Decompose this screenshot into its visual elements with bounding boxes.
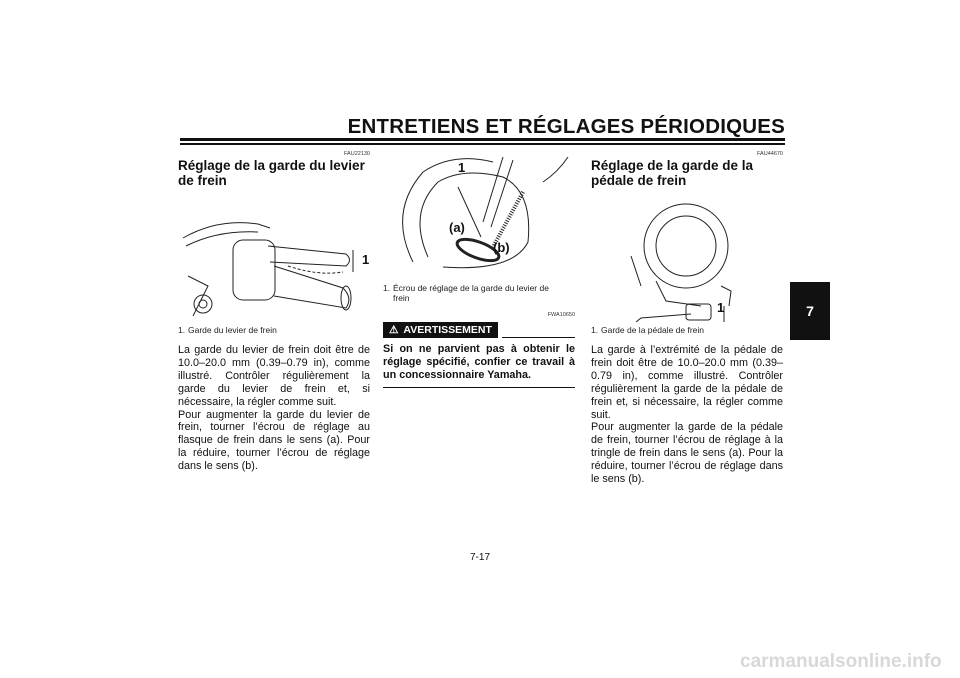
section-code: FAU22130	[344, 151, 370, 157]
body-paragraph: Pour augmenter la garde du levier de frein, tourner l’écrou de réglage au flasque de frein dans le sens (a). Pour la réduire, tourner l’écrou de réglage dans le sens (b).	[178, 408, 370, 473]
section-heading: Réglage de la garde de la pédale de frein	[591, 158, 754, 188]
page-title: ENTRETIENS ET RÉGLAGES PÉRIODIQUES	[347, 115, 785, 138]
warning-triangle-icon: ⚠	[389, 324, 399, 336]
page-number: 7-17	[469, 552, 490, 563]
section-code: FAU44670	[757, 151, 783, 157]
warning-text: Si on ne parvient pas à obtenir le réglage spécifié, confier ce travail à un concessionnaire Yamaha.	[383, 343, 575, 381]
figure-caption: 1. Garde de la pédale de frein	[591, 325, 705, 335]
header-rule-thin	[180, 143, 785, 145]
pedal-illustration	[591, 196, 783, 322]
warning-header: ⚠ AVERTISSEMENT	[383, 322, 575, 338]
body-paragraph: La garde du levier de frein doit être de 10.0–20.0 mm (0.39–0.79 in), comme illustré. Contrôler régulièrement la garde du levier de frein et, si nécessaire, la régler comme suit.	[178, 344, 370, 408]
figure-label-1: 1	[458, 160, 466, 175]
wheel-illustration	[383, 152, 575, 277]
body-paragraph: Pour augmenter la garde de la pédale de frein, tourner l’écrou de réglage à la tringle de frein dans le sens (a). Pour la réduire, tourner l’écrou de réglage dans le sens (b).	[591, 421, 783, 486]
warning-code: FWA10650	[547, 312, 575, 318]
warning-rule	[383, 387, 575, 389]
column-lever	[178, 151, 370, 473]
column-warning	[383, 152, 575, 388]
watermark: carmanualsonline.info	[740, 651, 942, 672]
header-rule	[180, 138, 785, 141]
figure-label: 1	[362, 252, 370, 267]
chapter-tab: 7	[790, 282, 830, 340]
lever-illustration	[178, 196, 370, 322]
body-paragraph: La garde à l’extrémité de la pédale de frein doit être de 10.0–20.0 mm (0.39–0.79 in), comme illustré. Contrôler régulièrement la garde de la pédale de frein et, si nécessaire, la régler comme suit.	[591, 344, 783, 421]
figure-label-b: (b)	[493, 240, 510, 255]
figure-caption: 1. Garde du levier de frein	[178, 325, 277, 335]
column-pedal	[591, 151, 783, 486]
section-heading: Réglage de la garde du levier de frein	[178, 158, 365, 188]
figure-label-a: (a)	[449, 220, 465, 235]
figure-label: 1	[717, 300, 725, 315]
figure-caption: 1. Écrou de réglage de la garde du levier de frein	[383, 283, 549, 303]
